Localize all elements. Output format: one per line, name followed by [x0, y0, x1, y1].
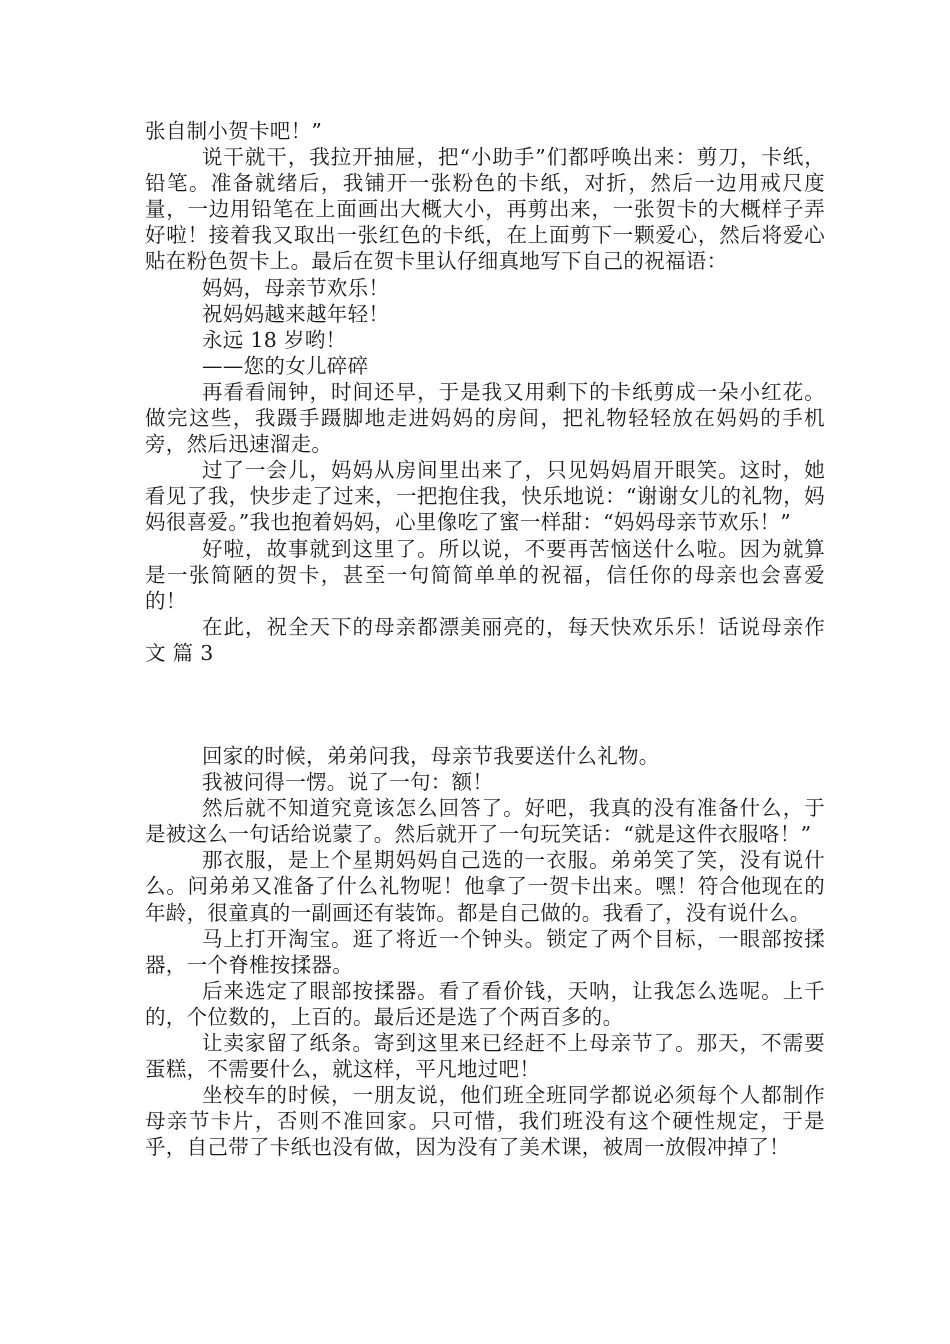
paragraph: 过了一会儿，妈妈从房间里出来了，只见妈妈眉开眼笑。这时，她看见了我，快步走了过来，一把抱住我，快乐地说：“谢谢女儿的礼物，妈妈很喜爱。”我也抱着妈妈，心里像吃了蜜一样甜：“妈妈母亲节欢乐！”	[145, 458, 825, 535]
paragraph: 好啦，故事就到这里了。所以说，不要再苦恼送什么啦。因为就算是一张简陋的贺卡，甚至一句简简单单的祝福，信任你的母亲也会喜爱的！	[145, 536, 825, 613]
paragraph: 让卖家留了纸条。寄到这里来已经赶不上母亲节了。那天，不需要蛋糕，不需要什么，就这样，平凡地过吧！	[145, 1031, 825, 1082]
paragraph: 再看看闹钟，时间还早，于是我又用剩下的卡纸剪成一朵小红花。做完这些，我蹑手蹑脚地走进妈妈的房间，把礼物轻轻放在妈妈的手机旁，然后迅速溜走。	[145, 379, 825, 457]
paragraph: 在此，祝全天下的母亲都漂美丽亮的，每天快欢乐乐！话说母亲作文 篇 3	[145, 614, 825, 665]
greeting-signature: ——您的女儿碎碎	[202, 353, 369, 378]
paragraph: 马上打开淘宝。逛了将近一个钟头。锁定了两个目标，一眼部按揉器，一个脊椎按揉器。	[145, 926, 825, 977]
paragraph: 张自制小贺卡吧！”	[145, 119, 323, 143]
paragraph: 那衣服，是上个星期妈妈自己选的一衣服。弟弟笑了笑，没有说什么。问弟弟又准备了什么礼物呢！他拿了一贺卡出来。嘿！符合他现在的年龄，很童真的一副画还有装饰。都是自己做的。我看了，没有说什么。	[145, 848, 825, 925]
essay-section-1	[145, 118, 825, 666]
greeting-line: 妈妈，母亲节欢乐！	[202, 275, 390, 300]
essay-section-2	[145, 743, 825, 1161]
paragraph: 后来选定了眼部按揉器。看了看价钱，天呐，让我怎么选呢。上千的，个位数的，上百的。最后还是选了个两百多的。	[145, 978, 825, 1029]
paragraph: 回家的时候，弟弟问我，母亲节我要送什么礼物。	[202, 744, 660, 768]
greeting-line: 永远 18 岁哟！	[202, 327, 347, 352]
paragraph: 说干就干，我拉开抽屉，把“小助手”们都呼唤出来：剪刀，卡纸，铅笔。准备就绪后，我铺开一张粉色的卡纸，对折，然后一边用戒尺度量，一边用铅笔在上面画出大概大小，再剪出来，一张贺卡的大概样子弄好啦！接着我又取出一张红色的卡纸，在上面剪下一颗爱心，然后将爱心贴在粉色贺卡上。最后在贺卡里认仔细真地写下自己的祝福语：	[145, 145, 825, 274]
paragraph: 我被问得一愣。说了一句：额！	[202, 770, 494, 795]
paragraph: 然后就不知道究竟该怎么回答了。好吧，我真的没有准备什么，于是被这么一句话给说蒙了。然后就开了一句玩笑话：“就是这件衣服咯！”	[145, 796, 825, 847]
greeting-line: 祝妈妈越来越年轻！	[202, 301, 390, 326]
paragraph: 坐校车的时候，一朋友说，他们班全班同学都说必须每个人都制作母亲节卡片，否则不准回家。只可惜，我们班没有这个硬性规定，于是乎，自己带了卡纸也没有做，因为没有了美术课，被周一放假冲掉了！	[145, 1083, 825, 1160]
